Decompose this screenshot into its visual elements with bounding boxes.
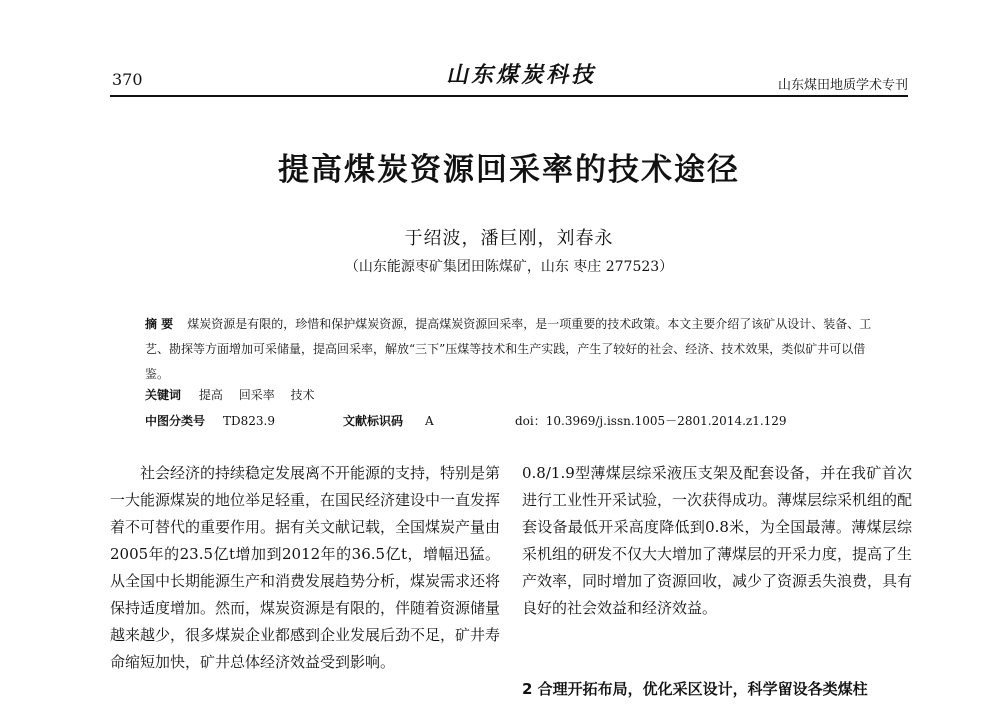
classification-label: 中图分类号: [145, 414, 206, 428]
keyword: 技术: [290, 388, 315, 402]
metadata-row: [145, 412, 883, 429]
body-paragraph: 社会经济的持续稳定发展离不开能源的支持，特别是第一大能源煤炭的地位举足轻重，在国民经济建设中一直发挥着不可替代的重要作用。据有关文献记载，全国煤炭产量由2005年的23.5亿t增加到2012年的36.5亿t，增幅迅猛。从全国中长期能源生产和消费发展趋势分析，煤炭需求还将保持适度增加。然而，煤炭资源是有限的，伴随着资源储量越来越少，很多煤炭企业都感到企业发展后劲不足，矿井寿命缩短加快，矿井总体经济效益受到影响。: [110, 464, 501, 671]
issue-label: 山东煤田地质学术专刊: [777, 78, 908, 93]
keywords-label: 关键词: [145, 388, 182, 402]
journal-logo: 山东煤炭科技: [444, 62, 601, 88]
article-title: 提高煤炭资源回采率的技术途径: [278, 152, 740, 188]
abstract: [145, 312, 883, 387]
authors: 于绍波，潘巨刚，刘春永: [404, 228, 614, 249]
keyword: 提高: [198, 388, 223, 402]
section-heading: 2 合理开拓布局，优化采区设计，科学留设各类煤柱: [522, 680, 868, 698]
classification-value: TD823.9: [223, 414, 275, 428]
affiliation: （山东能源枣矿集团田陈煤矿，山东 枣庄 277523）: [344, 259, 674, 275]
body-left-column: [110, 460, 500, 676]
document-code: [343, 412, 434, 429]
doi: doi：10.3969/j.issn.1005－2801.2014.z1.129: [515, 414, 787, 428]
page-number: 370: [112, 70, 143, 89]
abstract-label: 摘 要: [145, 317, 174, 331]
document-code-label: 文献标识码: [343, 414, 404, 428]
body-paragraph: 0.8/1.9型薄煤层综采液压支架及配套设备，并在我矿首次进行工业性开采试验，一次获得成功。薄煤层综采机组的配套设备最低开采高度降低到0.8米，为全国最薄。薄煤层综采机组的研发不仅大大增加了薄煤层的开采力度，提高了生产效率，同时增加了资源回收，减少了资源丢失浪费，具有良好的社会效益和经济效益。: [522, 464, 913, 617]
keyword: 回采率: [238, 388, 275, 402]
abstract-text: 煤炭资源是有限的，珍惜和保护煤炭资源，提高煤炭资源回采率，是一项重要的技术政策。本文主要介绍了该矿从设计、装备、工艺、勘探等方面增加可采储量，提高回采率，解放“三下”压煤等技术和生产实践，产生了较好的社会、经济、技术效果，类似矿井可以借鉴。: [145, 317, 872, 381]
header-rule: [110, 95, 908, 97]
keywords: [145, 386, 327, 403]
body-right-column: [522, 460, 912, 622]
document-code-value: A: [425, 414, 434, 428]
